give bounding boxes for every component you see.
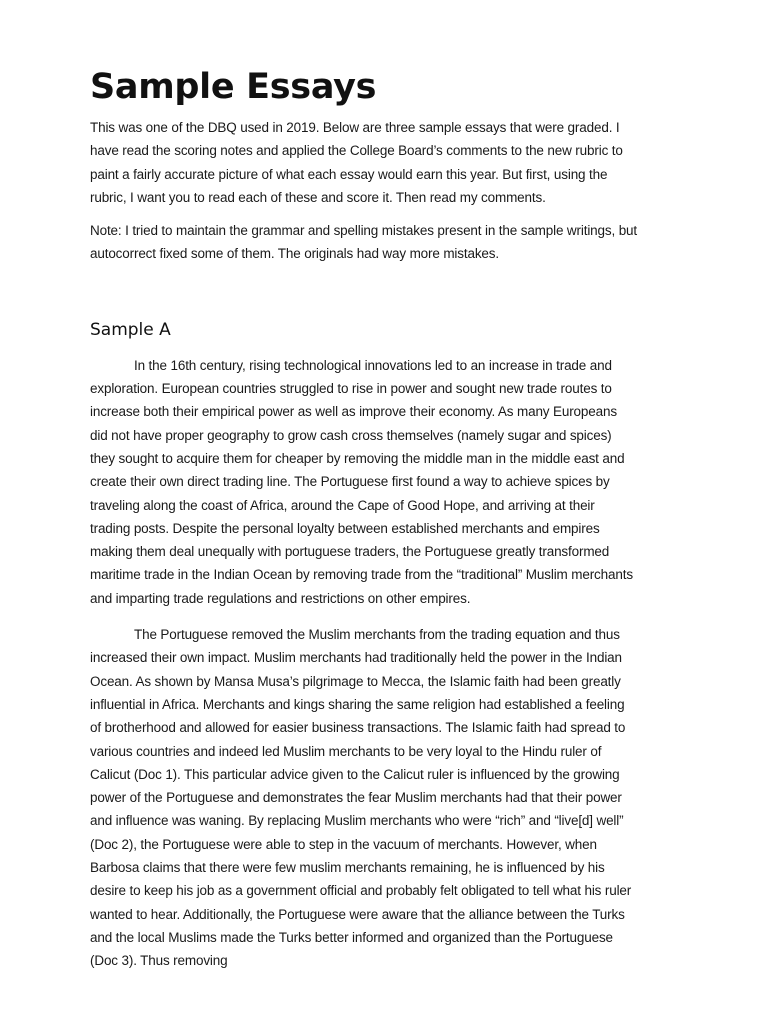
- page-title: Sample Essays: [90, 67, 377, 107]
- essay-paragraph-1: In the 16th century, rising technological innovations led to an increase in trade and exploration. European countries struggled to rise in power and sought new trade routes to increase both their empirical power as well as improve their economy. As many Europeans did not have proper geography to grow cash cross themselves (namely sugar and spices) they sought to acquire them for cheaper by removing the middle man in the middle east and create their own direct trading line. The Portuguese first found a way to achieve spices by traveling along the coast of Africa, around the Cape of Good Hope, and arriving at their trading posts. Despite the personal loyalty between established merchants and empires making them deal unequally with portuguese traders, the Portuguese greatly transformed maritime trade in the Indian Ocean by removing trade from the “traditional” Muslim merchants and imparting trade regulations and restrictions on other empires.: [90, 357, 633, 606]
- essay-body: [90, 354, 638, 973]
- document-content: [90, 64, 638, 986]
- intro-paragraph: This was one of the DBQ used in 2019. Below are three sample essays that were graded. I have read the scoring notes and applied the College Board’s comments to the new rubric to paint a fairly accurate picture of what each essay would earn this year. But first, using the rubric, I want you to read each of these and score it. Then read my comments.: [90, 120, 623, 205]
- essay-paragraph-2: The Portuguese removed the Muslim merchants from the trading equation and thus increased their own impact. Muslim merchants had traditionally held the power in the Indian Ocean. As shown by Mansa Musa’s pilgrimage to Mecca, the Islamic faith had been greatly influential in Africa. Merchants and kings sharing the same religion had established a feeling of brotherhood and allowed for easier business transactions. The Islamic faith had spread to various countries and indeed led Muslim merchants to be very loyal to the Hindu ruler of Calicut (Doc 1). This particular advice given to the Calicut ruler is influenced by the growing power of the Portuguese and demonstrates the fear Muslim merchants had that their power and influence was waning. By replacing Muslim merchants who were “rich” and “live[d] well” (Doc 2), the Portuguese were able to step in the vacuum of merchants. However, when Barbosa claims that there were few muslim merchants remaining, he is influenced by his desire to keep his job as a government official and probably felt obligated to tell what his ruler wanted to hear. Additionally, the Portuguese were aware that the alliance between the Turks and the local Muslims made the Turks better informed and organized than the Portuguese (Doc 3). Thus removing: [90, 627, 632, 969]
- note-paragraph: Note: I tried to maintain the grammar and spelling mistakes present in the sample writings, but autocorrect fixed some of them. The originals had way more mistakes.: [90, 223, 638, 262]
- section-heading: Sample A: [90, 319, 171, 340]
